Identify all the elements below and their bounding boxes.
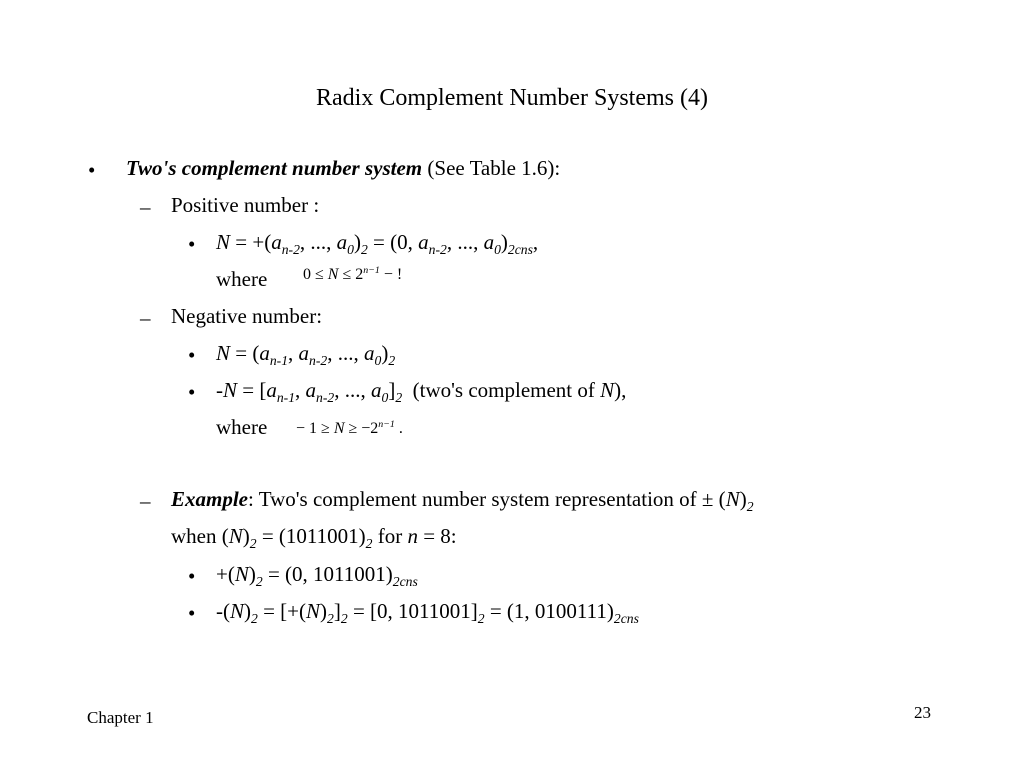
negative-label: Negative number: (171, 304, 323, 328)
slide-title: Radix Complement Number Systems (4) (316, 85, 708, 111)
negative-where: where (216, 415, 268, 439)
negative-formula-1: $N = (a_{n-1}$, $a_{n-2}$, ..., $a_0)_2$ (216, 341, 396, 368)
example-item-1: $+(N)_2 = (0$, $1011001)_{2cns}$ (216, 562, 418, 589)
dash-marker: – (140, 489, 151, 513)
example-emphasis: Example (171, 487, 248, 511)
footer-chapter: Chapter 1 (87, 708, 154, 727)
dash-marker: – (140, 195, 151, 219)
example-line-1: Example: Two's complement number system representation of ± $(N)_2$ (171, 487, 754, 514)
example-item-2: $-(N)_2 = [+(N)_2]_2 = [0$, $1011001]_2 = (1$, $0100111)_{2cns}$ (216, 599, 639, 626)
bullet-marker: • (188, 380, 196, 404)
positive-where: where (216, 267, 268, 291)
negative-range: − $1 \ge N \ge -2^{n-1}$ . (296, 419, 403, 437)
page-number: 23 (914, 703, 931, 722)
bullet-marker: • (188, 564, 196, 588)
bullet-marker: • (188, 601, 196, 625)
example-line-2: when $(N)_2 = (1011001)_2$ for n = 8: (171, 524, 457, 551)
heading-line (126, 158, 560, 179)
heading-emphasis: Two's complement number system (126, 156, 423, 180)
positive-range: $0 \le N \le 2^{n-1}$ − ! (303, 265, 403, 283)
negative-formula-2: $-N = [a_{n-1}$, $a_{n-2}$, ..., $a_0]_2$ (two's complement of N), (216, 378, 627, 405)
bullet-marker: • (188, 343, 196, 367)
bullet-marker: • (88, 158, 96, 182)
heading-rest: (See Table 1.6): (422, 156, 561, 180)
bullet-marker: • (188, 232, 196, 256)
dash-marker: – (140, 306, 151, 330)
positive-label: Positive number : (171, 193, 320, 217)
positive-formula: $N = +(a_{n-2}$, ..., $a_0)_2 = (0$, $a_{n-2}$, ..., $a_0)_{2cns}$, (216, 230, 539, 257)
